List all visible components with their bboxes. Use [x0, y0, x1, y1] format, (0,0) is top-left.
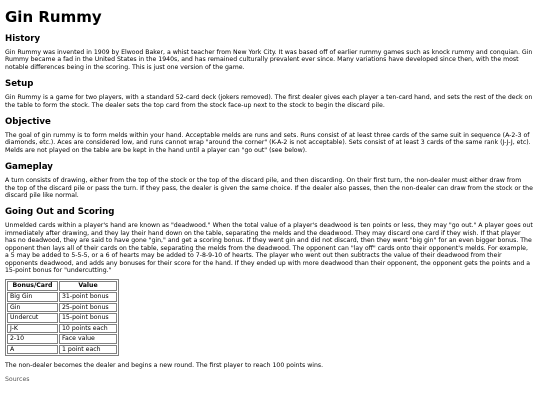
score-table-cell-value: 1 point each [59, 345, 117, 355]
table-row [7, 313, 117, 323]
objective-paragraph: The goal of gin rummy is to form melds within your hand. Acceptable melds are runs and sets. Runs consist of at least three cards of the same suit in sequence (A-2-3 of diamonds, etc.). Aces are considered low, and runs cannot wrap "around the corner" (K-A-2 is not acceptable). Sets consist of at least 3 cards of the same rank (J-J-J, etc). Melds are not played on the table are be kept in the hand until a player can "go out" (see below). [5, 132, 531, 154]
section-heading-history: History [5, 34, 41, 44]
score-table-cell-bonus: J-K [7, 324, 58, 334]
score-table-header-value: Value [59, 281, 117, 291]
score-table [5, 279, 119, 356]
closing-paragraph: The non-dealer becomes the dealer and begins a new round. The first player to reach 100 points wins. [5, 362, 324, 370]
score-table-cell-value: 31-point bonus [59, 292, 117, 302]
score-table-cell-bonus: A [7, 345, 58, 355]
score-table-cell-value: 15-point bonus [59, 313, 117, 323]
score-table-header-bonus-card: Bonus/Card [7, 281, 58, 291]
score-table-cell-bonus: 2-10 [7, 334, 58, 344]
score-table-cell-bonus: Gin [7, 303, 58, 313]
sources-label: Sources [5, 375, 30, 383]
setup-paragraph: Gin Rummy is a game for two players, with a standard 52-card deck (jokers removed). The first dealer gives each player a ten-card hand, and sets the rest of the deck on the table to form the stock. The dealer sets the top card from the stock face-up next to the stock to begin the discard pile. [5, 94, 533, 109]
score-table-cell-bonus: Undercut [7, 313, 58, 323]
score-table-cell-value: Face value [59, 334, 117, 344]
gameplay-paragraph: A turn consists of drawing, either from the top of the stock or the top of the discard pile, and then discarding. On their first turn, the non-dealer must either draw from the top of the discard pile or pass the turn. If they pass, the dealer is given the same choice. If the dealer also passes, then the non-dealer can draw from the stock or the discard pile like normal. [5, 177, 533, 200]
table-row [7, 292, 117, 302]
score-table-header-row [7, 281, 117, 291]
section-heading-setup: Setup [5, 79, 34, 90]
table-row [7, 303, 117, 313]
table-row [7, 334, 117, 344]
history-paragraph: Gin Rummy was invented in 1909 by Elwood Baker, a whist teacher from New York City. It was based off of earlier rummy games such as knock rummy and conquian. Gin Rummy became a fad in the United States in the 1940s, and has remained culturally prevalent ever since. Many variations have developed since then, with the most notable differences being in the scoring. This is just one version of the game. [5, 49, 533, 71]
table-row [7, 324, 117, 334]
score-table-cell-bonus: Big Gin [7, 292, 58, 302]
score-table-cell-value: 10 points each [59, 324, 117, 334]
page-title: Gin Rummy [5, 8, 102, 26]
score-table-cell-value: 25-point bonus [59, 303, 117, 313]
section-heading-objective: Objective [5, 117, 51, 128]
section-heading-gameplay: Gameplay [5, 162, 53, 173]
section-heading-going-out: Going Out and Scoring [5, 207, 115, 218]
going-out-paragraph: Unmelded cards within a player's hand are known as "deadwood." When the total value of a player's deadwood is ten points or less, they may "go out." A player goes out immediately after drawing, and they lay their hand down on the table, separating the melds and the deadwood. They may discard one card if they wish. If that player has no deadwood, they are said to have gone "gin," and get a scoring bonus. If they went gin and did not discard, then they went "big gin" for an even bigger bonus. The opponent then lays all of their cards on the table, separating the melds from the deadwood. The opponent can "lay off" cards onto their opponent's melds. For example, a 5 may be added to 5-5-5, or a 6 of hearts may be added to 7-8-9-10 of hearts. The player who went out then subtracts the value of their deadwood from their opponents deadwood, and adds any bonuses for their score for the hand. If they ended up with more deadwood than their opponent, the opponent gets the points and a 15-point bonus for "undercutting." [5, 222, 533, 274]
table-row [7, 345, 117, 355]
